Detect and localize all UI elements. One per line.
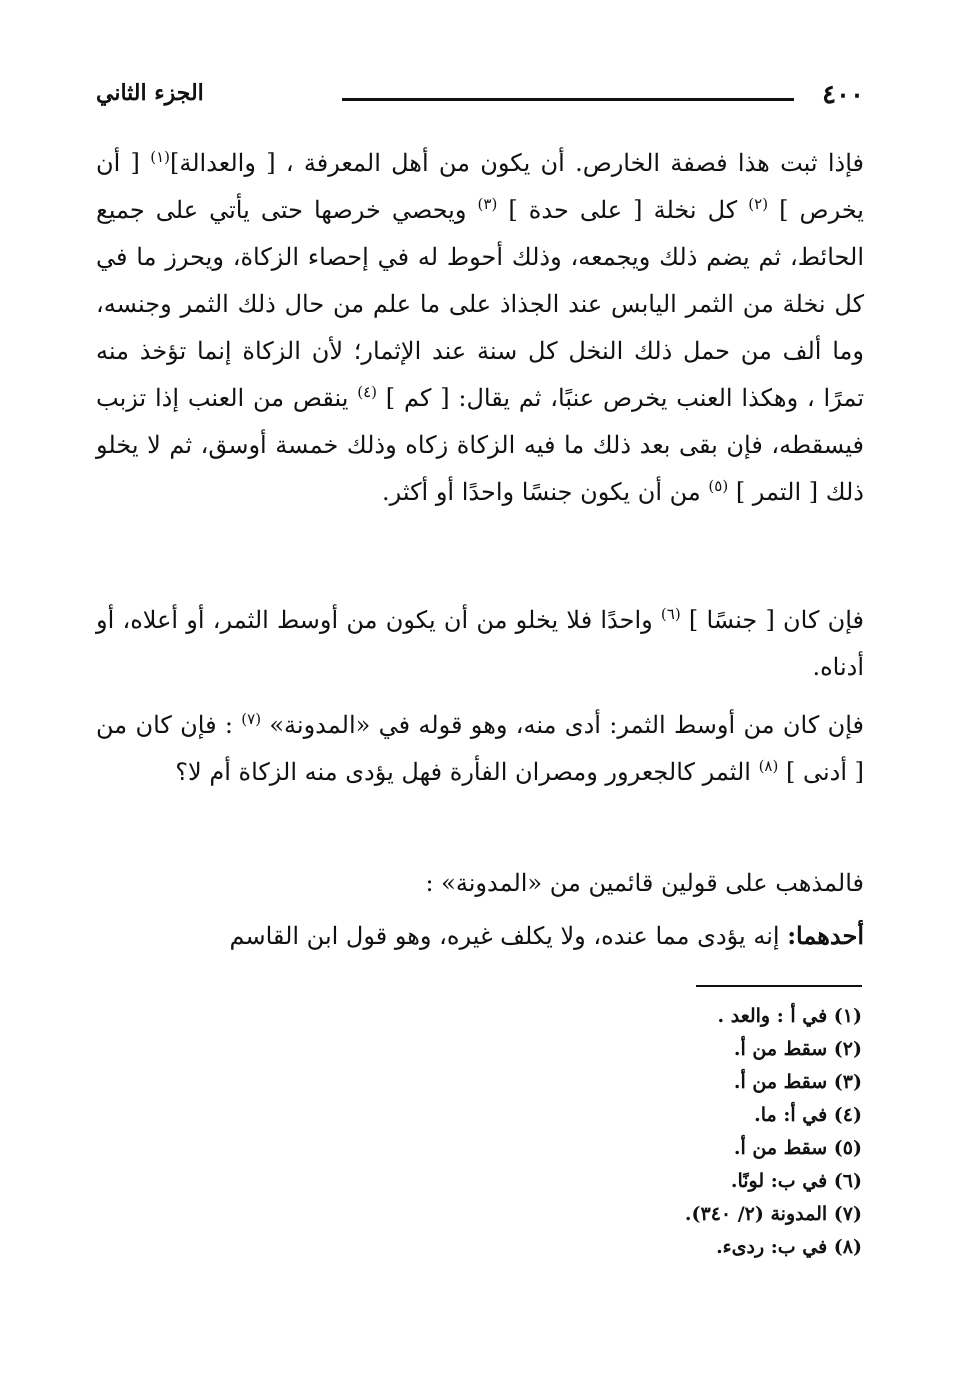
text-segment: ينقص من العنب إذا تزبب فيسقطه، فإن بقى بعد ذلك ما فيه الزكاة زكاه وذلك خمسة أوسق، ثم لا يخلو ذلك [ التمر ] <box>96 384 864 506</box>
page-header <box>96 78 864 122</box>
footnote-5: (٥) سقط من أ. <box>733 1137 862 1159</box>
paragraph-4: فالمذهب على قولين قائمين من «المدونة» : <box>425 869 864 897</box>
footnotes <box>462 1000 862 1264</box>
text-segment: فإذا ثبت هذا فصفة الخارص. أن يكون من أهل المعرفة ، [ والعدالة] <box>169 149 864 177</box>
footnote-6: (٦) في ب: لونًا. <box>730 1170 862 1192</box>
footnote-marker: (٤) <box>357 383 377 401</box>
text-segment: من أن يكون جنسًا واحدًا أو أكثر. <box>382 478 709 506</box>
footnote-4: (٤) في أ: ما. <box>754 1104 862 1126</box>
page-number: ٤٠٠ <box>822 80 864 110</box>
text-segment: كل نخلة [ على حدة ] <box>497 196 749 224</box>
text-segment: الثمر كالجعرور ومصران الفأرة فهل يؤدى منه الزكاة أم لا؟ <box>175 758 759 786</box>
header-rule <box>342 98 794 101</box>
text-segment: واحدًا فلا يخلو من أن يكون من أوسط الثمر، أو أعلاه، أو أدناه. <box>96 606 864 681</box>
footnote-2: (٢) سقط من أ. <box>733 1038 862 1060</box>
footnote-7: (٧) المدونة (٢/ ٣٤٠). <box>684 1203 862 1225</box>
text-segment: [ أن يخرص ] <box>96 149 864 224</box>
footnote-marker: (١) <box>150 148 170 166</box>
paragraph-2 <box>96 597 864 691</box>
footnote-marker: (٨) <box>758 757 779 775</box>
footnote-marker: (٥) <box>708 477 729 495</box>
lead-word: أحدهما: <box>787 921 864 950</box>
text-segment: إنه يؤدى مما عنده، ولا يكلف غيره، وهو قول ابن القاسم <box>229 922 788 950</box>
footnote-1: (١) في أ : والعد . <box>717 1005 862 1027</box>
text-segment: ويحصي خرصها حتى يأتي على جميع الحائط، ثم يضم ذلك ويجمعه، وذلك أحوط له في إحصاء الزكاة، ويحرز ما في كل نخلة من الثمر اليابس عند الجذاذ على ما علم من حال ذلك الثمر وجنسه، وما ألف من حمل ذلك النخل كل سنة عند الإثمار؛ لأن الزكاة إنما تؤخذ منه تمرًا ، وهكذا العنب يخرص عنبًا، ثم يقال: [ كم ] <box>96 196 865 412</box>
footnote-marker: (٧) <box>241 710 262 728</box>
footnote-marker: (٣) <box>477 195 498 213</box>
text-segment: فإن كان من أوسط الثمر: أدى منه، وهو قوله في «المدونة» <box>261 711 865 739</box>
text-segment: فإن كان [ جنسًا ] <box>680 606 864 634</box>
footnote-marker: (٦) <box>660 605 681 623</box>
footnote-8: (٨) في ب: ردىء. <box>716 1236 862 1258</box>
running-title: الجزء الثاني <box>96 80 204 106</box>
paragraph-5 <box>96 912 864 960</box>
footnote-3: (٣) سقط من أ. <box>733 1071 862 1093</box>
paragraph-1 <box>96 140 864 516</box>
footnote-marker: (٢) <box>748 195 769 213</box>
text-segment: : فإن كان من [ أدنى ] <box>96 711 864 786</box>
paragraph-3 <box>96 702 864 796</box>
footnote-separator <box>696 985 862 987</box>
